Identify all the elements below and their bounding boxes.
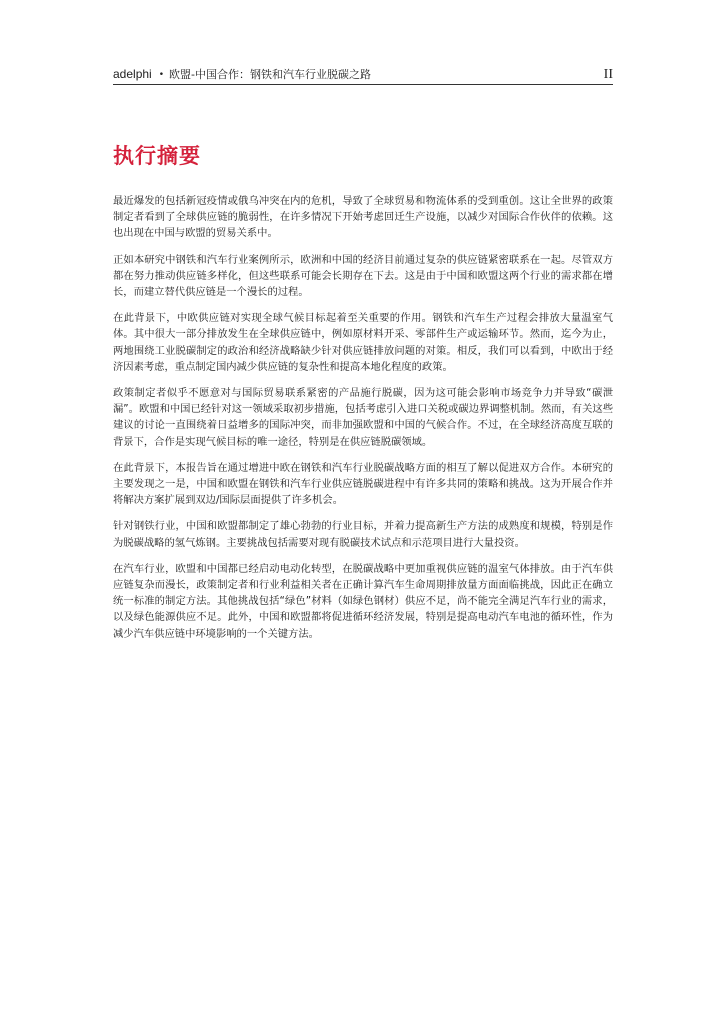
page-number: II: [603, 67, 613, 82]
paragraph-6: 针对钢铁行业，中国和欧盟都制定了雄心勃勃的行业目标，并着力提高新生产方法的成熟度和规模，特别是作为脱碳战略的氢气炼钢。主要挑战包括需要对现有脱碳技术试点和示范项目进行大量投资。: [113, 520, 613, 549]
header-bullet: •: [158, 70, 165, 80]
paragraph-5: 在此背景下，本报告旨在通过增进中欧在钢铁和汽车行业脱碳战略方面的相互了解以促进双方合作。本研究的主要发现之一是，中国和欧盟在钢铁和汽车行业供应链脱碳进程中有许多共同的策略和挑战。这为开展合作并将解决方案扩展到双边/国际层面提供了许多机会。: [113, 461, 613, 507]
section-title: 执行摘要: [113, 144, 201, 168]
body-text: [113, 193, 613, 652]
running-header: [113, 62, 613, 82]
paragraph-4: 政策制定者似乎不愿意对与国际贸易联系紧密的产品施行脱碳，因为这可能会影响市场竞争力并导致“碳泄漏”。欧盟和中国已经针对这一领域采取初步措施，包括考虑引入进口关税或碳边界调整机制。然而，有关这些建议的讨论一直围绕着日益增多的国际冲突，而非加强欧盟和中国的气候合作。不过，在全球经济高度互联的背景下，合作是实现气候目标的唯一途径，特别是在供应链脱碳领域。: [113, 387, 613, 448]
brand-name: adelphi: [113, 67, 152, 81]
header-rule: [113, 84, 613, 85]
paragraph-7: 在汽车行业，欧盟和中国都已经启动电动化转型，在脱碳战略中更加重视供应链的温室气体排放。由于汽车供应链复杂而漫长，政策制定者和行业利益相关者在正确计算汽车生命周期排放量方面面临挑战，因此正在确立统一标准的制定方法。其他挑战包括“绿色”材料（如绿色钢材）供应不足，尚不能完全满足汽车行业的需求，以及绿色能源供应不足。此外，中国和欧盟都将促进循环经济发展，特别是提高电动汽车电池的循环性，作为减少汽车供应链中环境影响的一个关键方法。: [113, 562, 613, 640]
header-left: [113, 66, 371, 82]
paragraph-2: 正如本研究中钢铁和汽车行业案例所示，欧洲和中国的经济目前通过复杂的供应链紧密联系在一起。尽管双方都在努力推动供应链多样化，但这些联系可能会长期存在下去。这是由于中国和欧盟这两个行业的需求都在增长，而建立替代供应链是一个漫长的过程。: [113, 253, 613, 299]
paragraph-3: 在此背景下，中欧供应链对实现全球气候目标起着至关重要的作用。钢铁和汽车生产过程会排放大量温室气体。其中很大一部分排放发生在全球供应链中，例如原材料开采、零部件生产或运输环节。然而，迄今为止，两地围绕工业脱碳制定的政治和经济战略缺少针对供应链排放问题的对策。相反，我们可以看到，中欧出于经济因素考虑，重点制定国内减少供应链的复杂性和提高本地化程度的政策。: [113, 312, 613, 373]
paragraph-1: 最近爆发的包括新冠疫情或俄乌冲突在内的危机，导致了全球贸易和物流体系的受到重创。这让全世界的政策制定者看到了全球供应链的脆弱性，在许多情况下开始考虑回迁生产设施，以减少对国际合作伙伴的依赖。这也出现在中国与欧盟的贸易关系中。: [113, 195, 613, 240]
header-subtitle: 欧盟-中国合作：钢铁和汽车行业脱碳之路: [169, 68, 371, 81]
